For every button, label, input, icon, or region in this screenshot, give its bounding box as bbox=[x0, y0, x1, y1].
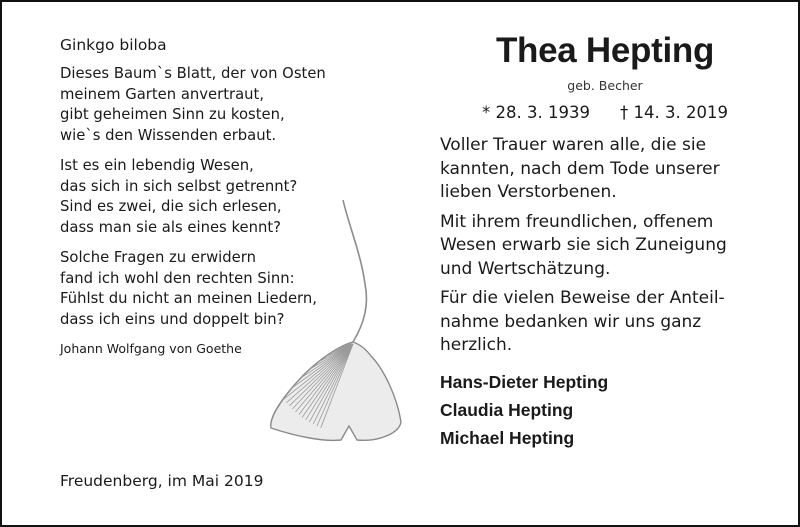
message-line: Voller Trauer waren alle, die sie bbox=[440, 135, 707, 155]
birth-name: geb. Becher bbox=[567, 78, 643, 93]
birth-date: * 28. 3. 1939 bbox=[482, 103, 590, 122]
ginkgo-leaf-icon bbox=[225, 196, 405, 456]
poem-line: Fühlst du nicht an meinen Liedern, bbox=[60, 290, 317, 307]
signer-name: Hans-Dieter Hepting bbox=[440, 371, 609, 392]
message-line: Mit ihrem freundlichen, offenem bbox=[440, 211, 714, 232]
poem-title: Ginkgo biloba bbox=[60, 36, 167, 54]
poem-line: Dieses Baum`s Blatt, der von Osten bbox=[60, 65, 326, 82]
poem-line: wie`s den Wissenden erbaut. bbox=[60, 126, 277, 144]
poem-line: dass man sie als eines kennt? bbox=[60, 218, 282, 236]
place-date: Freudenberg, im Mai 2019 bbox=[60, 472, 264, 490]
message-line: kannten, nach dem Tode unserer bbox=[440, 158, 720, 179]
message-paragraph bbox=[440, 134, 770, 205]
message-line: herzlich. bbox=[440, 335, 513, 355]
message-paragraph bbox=[440, 211, 770, 282]
message-line: und Wertschätzung. bbox=[440, 258, 611, 279]
message-line: Wesen erwarb sie sich Zuneigung bbox=[440, 235, 727, 255]
poem-line: Ist es ein lebendig Wesen, bbox=[60, 157, 254, 174]
message-line: lieben Verstorbenen. bbox=[440, 182, 617, 202]
poem-stanza bbox=[60, 64, 360, 146]
deceased-name: Thea Hepting bbox=[495, 31, 715, 70]
notice-main bbox=[440, 30, 770, 452]
death-date: † 14. 3. 2019 bbox=[620, 103, 728, 122]
signers bbox=[440, 368, 770, 452]
message-line: Für die vielen Beweise der Anteil- bbox=[440, 288, 725, 308]
poem-line: dass ich eins und doppelt bin? bbox=[60, 310, 285, 328]
poem-author: Johann Wolfgang von Goethe bbox=[60, 341, 242, 356]
poem-line: gibt geheimen Sinn zu kosten, bbox=[60, 106, 285, 123]
poem-line: das sich in sich selbst getrennt? bbox=[60, 177, 298, 195]
life-dates bbox=[440, 103, 770, 122]
poem-line: meinem Garten anvertraut, bbox=[60, 85, 265, 103]
poem-line: Sind es zwei, die sich erlesen, bbox=[60, 198, 282, 215]
message-paragraph bbox=[440, 287, 770, 358]
signer-name: Claudia Hepting bbox=[440, 399, 574, 420]
poem-line: Solche Fragen zu erwidern bbox=[60, 249, 256, 266]
signer-name: Michael Hepting bbox=[440, 427, 575, 448]
message-line: nahme bedanken wir uns ganz bbox=[440, 311, 702, 332]
poem-line: fand ich wohl den rechten Sinn: bbox=[60, 269, 295, 287]
